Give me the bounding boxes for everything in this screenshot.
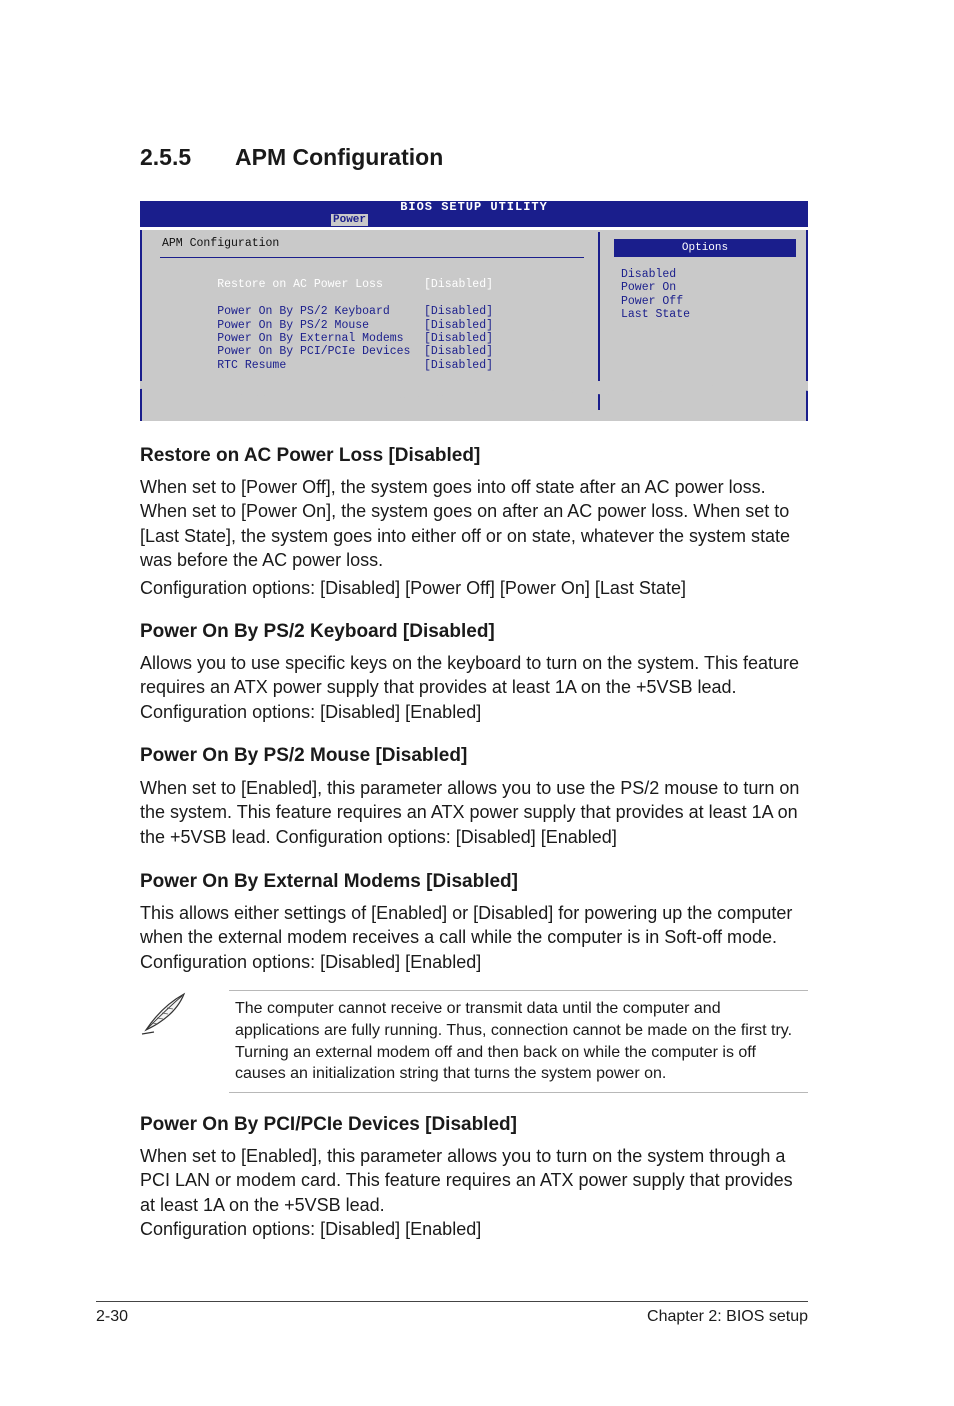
option-disabled[interactable]: Disabled xyxy=(621,268,677,281)
paragraph-ps2-mouse xyxy=(140,776,812,849)
paragraph-text: When set to [Enabled], this parameter allows you to turn on the system through a PCI LAN or modem card. This feature requires an ATX power supply that provides at least 1A on the +5VSB lead. xyxy=(140,1146,793,1215)
footer-chapter: Chapter 2: BIOS setup xyxy=(647,1308,808,1325)
bios-row-value: [Disabled] xyxy=(424,319,494,332)
bios-title: BIOS SETUP UTILITY xyxy=(400,200,548,214)
heading-ps2-mouse: Power On By PS/2 Mouse [Disabled] xyxy=(140,745,468,766)
bios-row-value: [Disabled] xyxy=(424,278,494,291)
config-options: Configuration options: [Disabled] [Enabled] xyxy=(140,951,482,972)
bios-divider xyxy=(160,257,584,258)
paragraph-ps2-keyboard xyxy=(140,651,812,724)
config-options: Configuration options: [Disabled] [Enabled] xyxy=(140,701,482,722)
bios-row-label: Power On By PS/2 Keyboard xyxy=(217,305,390,318)
paragraph-text: When set to [Power Off], the system goes into off state after an AC power loss. When set to [Power On], the system goes on after an AC power loss. When set to [Last State], the system goes into either off or on state, whatever the system state was before the AC power loss. xyxy=(140,477,791,571)
bios-row-value: [Disabled] xyxy=(424,345,494,358)
paragraph-text: This allows either settings of [Enabled] or [Disabled] for powering up the computer when the external modem receives a call while the computer is in Soft-off mode. xyxy=(140,903,793,948)
bios-main-title: APM Configuration xyxy=(162,237,280,250)
bios-row-label: Power On By External Modems xyxy=(217,332,404,345)
option-last-state[interactable]: Last State xyxy=(621,308,691,321)
feather-pen-icon xyxy=(140,990,190,1036)
bios-row-value: [Disabled] xyxy=(424,305,494,318)
section-heading: APM Configuration xyxy=(235,144,444,170)
heading-pci-devices: Power On By PCI/PCIe Devices [Disabled] xyxy=(140,1114,517,1135)
config-options: Configuration options: [Disabled] [Enabled] xyxy=(140,1219,482,1240)
footer-page-number: 2-30 xyxy=(96,1308,129,1325)
note-text: The computer cannot receive or transmit data until the computer and applications are fully running. Thus, connection cannot be made on the first try. Turning an external modem off and then back on while the computer is off causes an initialization string that turns the system power on. xyxy=(235,1000,793,1083)
heading-restore-ac: Restore on AC Power Loss [Disabled] xyxy=(140,445,481,466)
paragraph-pci-devices xyxy=(140,1144,812,1242)
bios-row-value: [Disabled] xyxy=(424,332,494,345)
torn-edge-graphic xyxy=(140,381,808,421)
bios-row-label: Power On By PS/2 Mouse xyxy=(217,319,370,332)
note-top-rule xyxy=(229,990,808,991)
paragraph-external-modems xyxy=(140,901,812,974)
paragraph-text: Allows you to use specific keys on the keyboard to turn on the system. This feature requires an ATX power supply that provides at least 1A on the +5VSB lead. xyxy=(140,653,800,698)
bios-row-value: [Disabled] xyxy=(424,359,494,372)
heading-ps2-keyboard: Power On By PS/2 Keyboard [Disabled] xyxy=(140,621,495,642)
paragraph-text: When set to [Enabled], this parameter allows you to use the PS/2 mouse to turn on the system. This feature requires an ATX power supply that provides at least 1A on the +5VSB lead. Configuration options: [Disabled] [Enabled] xyxy=(140,778,800,847)
bios-row-label: RTC Resume xyxy=(217,359,287,372)
footer-rule xyxy=(96,1301,808,1302)
option-power-on[interactable]: Power On xyxy=(621,281,677,294)
paragraph-restore-ac xyxy=(140,475,812,600)
bios-tab-power[interactable]: Power xyxy=(333,214,367,226)
section-title xyxy=(140,144,443,171)
bios-row-rtc-resume[interactable] xyxy=(162,346,582,385)
options-header: Options xyxy=(614,239,796,257)
section-number: 2.5.5 xyxy=(140,144,192,170)
heading-external-modems: Power On By External Modems [Disabled] xyxy=(140,871,518,892)
bios-header xyxy=(140,201,808,227)
bios-screenshot xyxy=(140,201,808,421)
bios-row-label: Power On By PCI/PCIe Devices xyxy=(217,345,411,358)
bios-row-label: Restore on AC Power Loss xyxy=(217,278,383,291)
config-options: Configuration options: [Disabled] [Power Off] [Power On] [Last State] xyxy=(140,577,686,598)
option-power-off[interactable]: Power Off xyxy=(621,295,684,308)
note-bottom-rule xyxy=(229,1092,808,1093)
